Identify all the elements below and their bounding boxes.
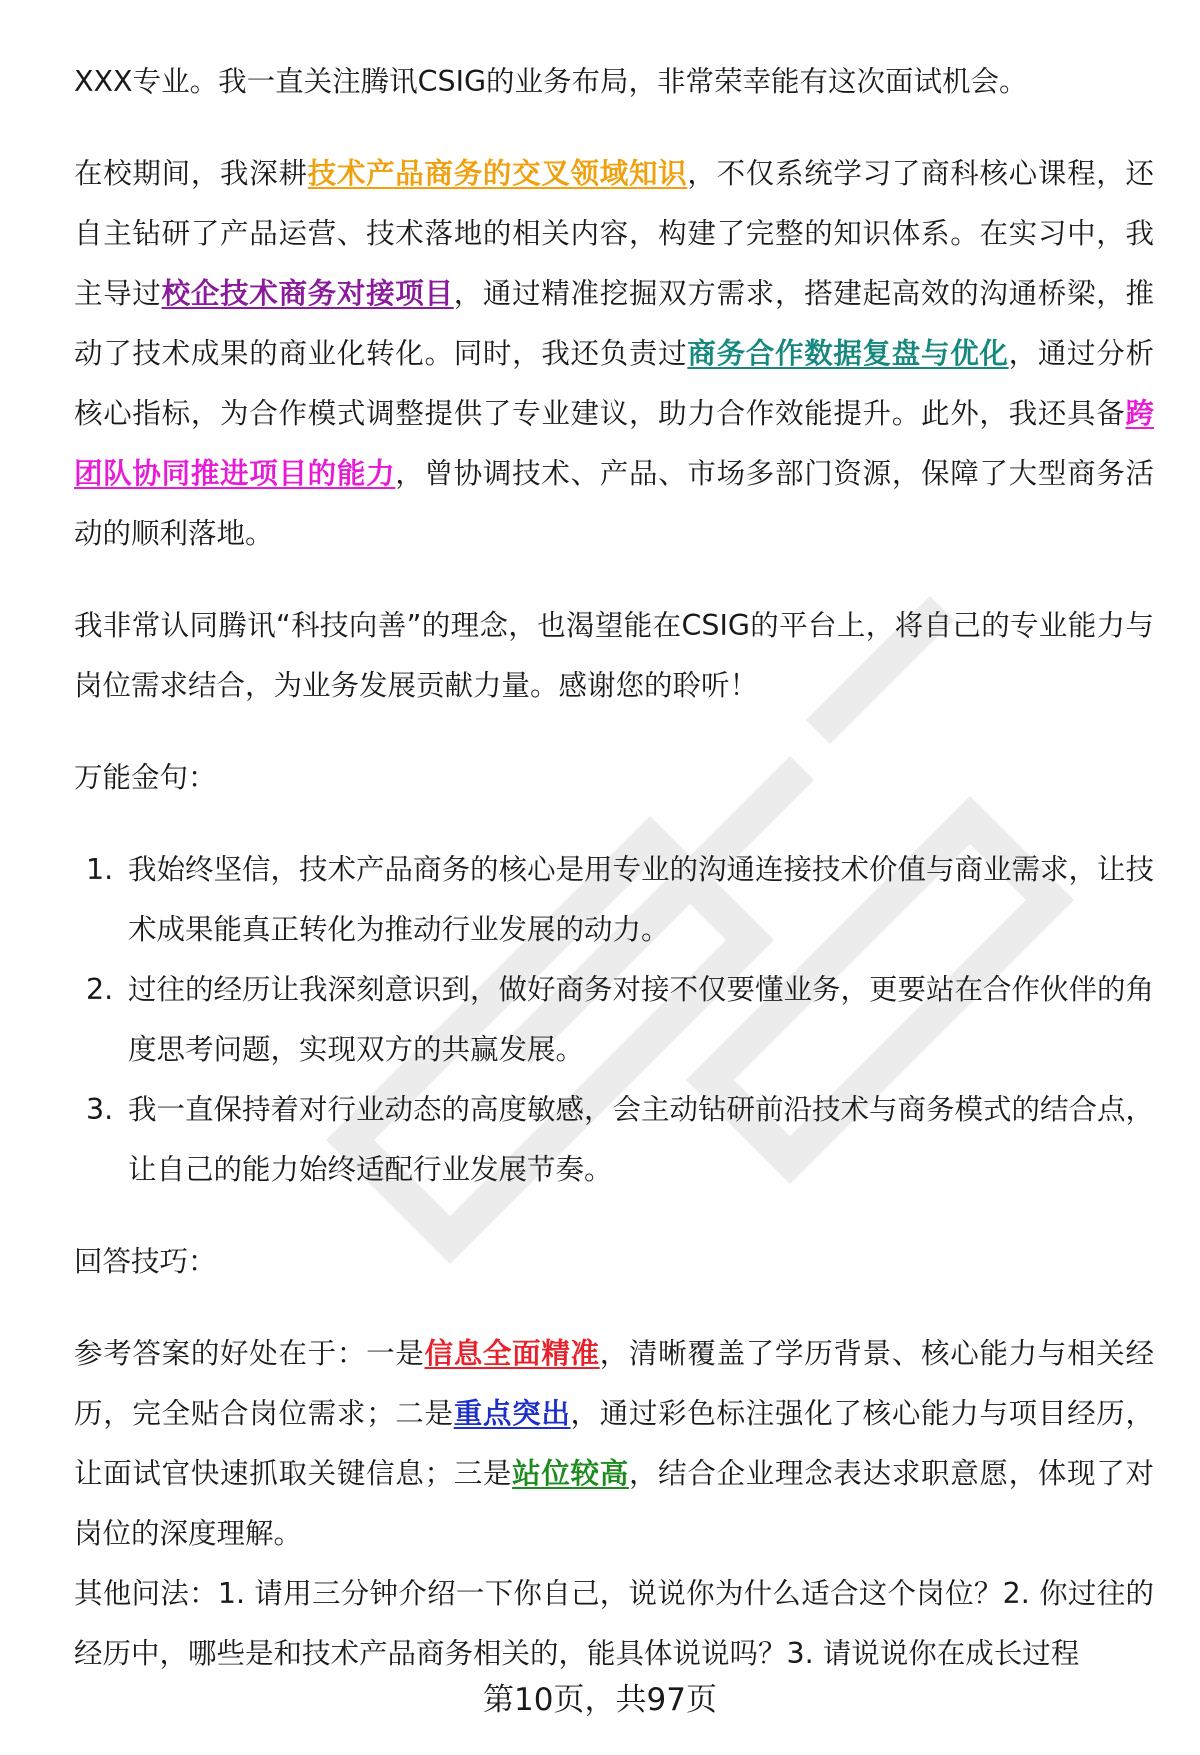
intro-paragraph <box>74 52 1154 112</box>
para2-text-2: ，不仅系统学习了商科核心课程，还自主钻研了产品运营、技术落地的相关内容，构建了完整的知识体系。在实习中，我主导过 <box>74 157 1154 310</box>
page-footer <box>0 1670 1200 1730</box>
document-page <box>74 52 1154 1684</box>
experience-paragraph <box>74 144 1154 564</box>
golden-heading <box>74 748 1154 808</box>
para2-text-1: 在校期间，我深耕 <box>74 157 308 190</box>
closing-paragraph <box>74 596 1154 716</box>
other-questions-text: 其他问法：1. 请用三分钟介绍一下你自己，说说你为什么适合这个岗位？2. 你过往的经历中，哪些是和技术产品商务相关的，能具体说说吗？3. 请说说你在成长过程 <box>74 1577 1154 1670</box>
page-number-text: 第10页，共97页 <box>483 1682 717 1718</box>
list-item <box>74 960 1154 1080</box>
list-item <box>74 1080 1154 1200</box>
highlight-key-points: 重点突出 <box>453 1397 571 1430</box>
para2-text-4: ，通过分析核心指标，为合作模式调整提供了专业建议，助力合作效能提升。此外，我还具备 <box>74 337 1154 430</box>
golden-sentence-list <box>74 840 1154 1200</box>
list-item-text: 我一直保持着对行业动态的高度敏感，会主动钻研前沿技术与商务模式的结合点，让自己的能力始终适配行业发展节奏。 <box>128 1093 1155 1186</box>
para2-text-5: ，曾协调技术、产品、市场多部门资源，保障了大型商务活动的顺利落地。 <box>74 457 1154 550</box>
list-number: 1. <box>86 853 114 886</box>
tips-heading <box>74 1232 1154 1292</box>
list-item-text: 我始终坚信，技术产品商务的核心是用专业的沟通连接技术价值与商业需求，让技术成果能真正转化为推动行业发展的动力。 <box>128 853 1155 946</box>
highlight-high-standpoint: 站位较高 <box>512 1457 629 1490</box>
list-number: 3. <box>86 1093 114 1126</box>
tips-text-3: ，通过彩色标注强化了核心能力与项目经历，让面试官快速抓取关键信息；三是 <box>74 1397 1154 1490</box>
highlight-info-accurate: 信息全面精准 <box>424 1337 600 1370</box>
closing-text: 我非常认同腾讯“科技向善”的理念，也渴望能在CSIG的平台上，将自己的专业能力与岗位需求结合，为业务发展贡献力量。感谢您的聆听！ <box>74 609 1154 702</box>
intro-text: XXX专业。我一直关注腾讯CSIG的业务布局，非常荣幸能有这次面试机会。 <box>74 65 1028 98</box>
highlight-data-review: 商务合作数据复盘与优化 <box>687 337 1009 370</box>
list-item-text: 过往的经历让我深刻意识到，做好商务对接不仅要懂业务，更要站在合作伙伴的角度思考问题，实现双方的共赢发展。 <box>128 973 1155 1066</box>
tips-text-1: 参考答案的好处在于：一是 <box>74 1337 425 1370</box>
para2-text-3: ，通过精准挖掘双方需求，搭建起高效的沟通桥梁，推动了技术成果的商业化转化。同时，我还负责过 <box>74 277 1154 370</box>
list-item <box>74 840 1154 960</box>
tips-paragraph <box>74 1324 1154 1564</box>
golden-heading-text: 万能金句： <box>74 761 217 794</box>
highlight-school-enterprise-project: 校企技术商务对接项目 <box>161 277 454 310</box>
tips-text-2: ，清晰覆盖了学历背景、核心能力与相关经历，完全贴合岗位需求；二是 <box>74 1337 1154 1430</box>
tips-text-4: ，结合企业理念表达求职意愿，体现了对岗位的深度理解。 <box>74 1457 1154 1550</box>
tips-heading-text: 回答技巧： <box>74 1245 217 1278</box>
highlight-cross-team-ability: 跨团队协同推进项目的能力 <box>74 397 1154 490</box>
other-questions-paragraph <box>74 1564 1154 1684</box>
list-number: 2. <box>86 973 114 1006</box>
highlight-cross-domain-knowledge: 技术产品商务的交叉领域知识 <box>307 157 688 190</box>
